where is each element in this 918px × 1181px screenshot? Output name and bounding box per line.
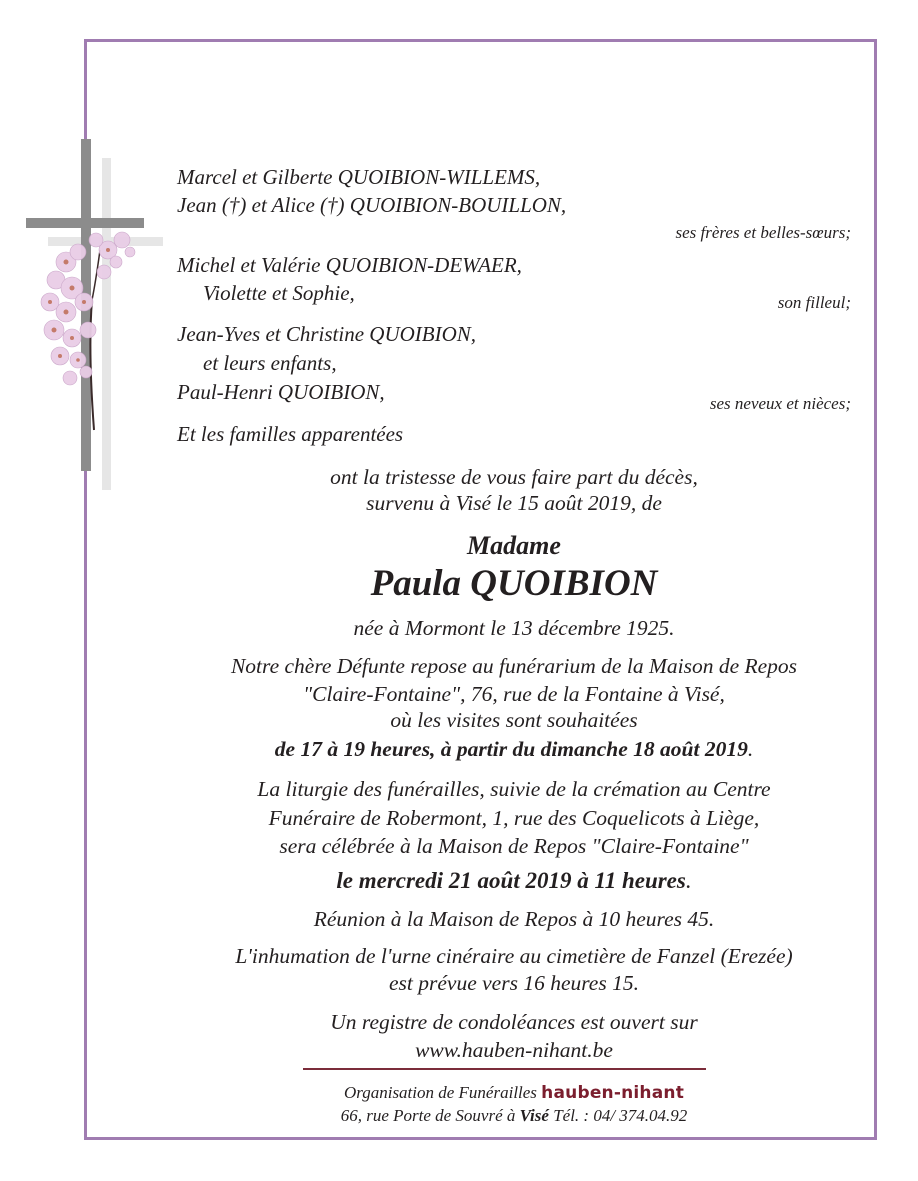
meeting-info: Réunion à la Maison de Repos à 10 heures 45.: [313, 907, 715, 931]
ceremony-line-3: sera célébrée à la Maison de Repos "Claire-Fontaine": [279, 834, 749, 858]
family-line-5: Jean-Yves et Christine QUOIBION,: [177, 322, 477, 346]
deceased-name: Paula QUOIBION: [370, 563, 658, 604]
ceremony-date-end: .: [685, 868, 692, 893]
visitation-hours-text: de 17 à 19 heures, à partir du dimanche 18 août 2019: [274, 737, 748, 761]
family-line-4: Violette et Sophie,: [203, 281, 355, 305]
burial-line-2: est prévue vers 16 heures 15.: [389, 971, 639, 995]
visitation-hours: [84, 737, 918, 761]
register-line-1: Un registre de condoléances est ouvert sur: [330, 1010, 698, 1034]
family-line-3: Michel et Valérie QUOIBION-DEWAER,: [177, 253, 522, 277]
family-line-2: Jean (†) et Alice (†) QUOIBION-BOUILLON,: [177, 193, 567, 217]
footer-phone: Tél. : 04/ 374.04.92: [553, 1106, 688, 1125]
burial-line-1: L'inhumation de l'urne cinéraire au cimetière de Fanzel (Erezée): [235, 944, 793, 968]
family-role-godson: son filleul;: [777, 293, 851, 312]
visitation-hours-end: .: [747, 737, 754, 761]
footer-city: Visé: [519, 1106, 549, 1125]
footer-address-prefix: 66, rue Porte de Souvré à: [340, 1106, 516, 1125]
visitation-line-2: "Claire-Fontaine", 76, rue de la Fontaine à Visé,: [303, 682, 725, 706]
family-role-nephews: ses neveux et nièces;: [709, 394, 851, 413]
family-line-6: et leurs enfants,: [203, 351, 337, 375]
family-line-7: Paul-Henri QUOIBION,: [177, 380, 385, 404]
ceremony-date: [84, 869, 918, 893]
visitation-line-1: Notre chère Défunte repose au funérarium de la Maison de Repos: [230, 654, 798, 678]
ceremony-date-text: le mercredi 21 août 2019 à 11 heures: [336, 868, 686, 893]
register-link[interactable]: www.hauben-nihant.be: [415, 1038, 613, 1062]
family-role-siblings: ses frères et belles-sœurs;: [675, 223, 851, 242]
deceased-birth: née à Mormont le 13 décembre 1925.: [353, 616, 675, 640]
footer-organisation: [84, 1083, 918, 1103]
footer-divider: [303, 1068, 706, 1070]
footer-address: [84, 1106, 918, 1126]
visitation-line-3: où les visites sont souhaitées: [390, 708, 638, 732]
brand-logo: hauben-nihant: [541, 1083, 685, 1103]
announcement-line-1: ont la tristesse de vous faire part du décès,: [330, 465, 698, 489]
family-line-8: Et les familles apparentées: [177, 422, 404, 446]
family-line-1: Marcel et Gilberte QUOIBION-WILLEMS,: [177, 165, 541, 189]
deceased-title: Madame: [467, 531, 561, 560]
ceremony-line-2: Funéraire de Robermont, 1, rue des Coquelicots à Liège,: [268, 806, 760, 830]
announcement-line-2: survenu à Visé le 15 août 2019, de: [366, 491, 662, 515]
footer-org-prefix: Organisation de Funérailles: [343, 1083, 537, 1102]
ceremony-line-1: La liturgie des funérailles, suivie de la crémation au Centre: [257, 777, 771, 801]
